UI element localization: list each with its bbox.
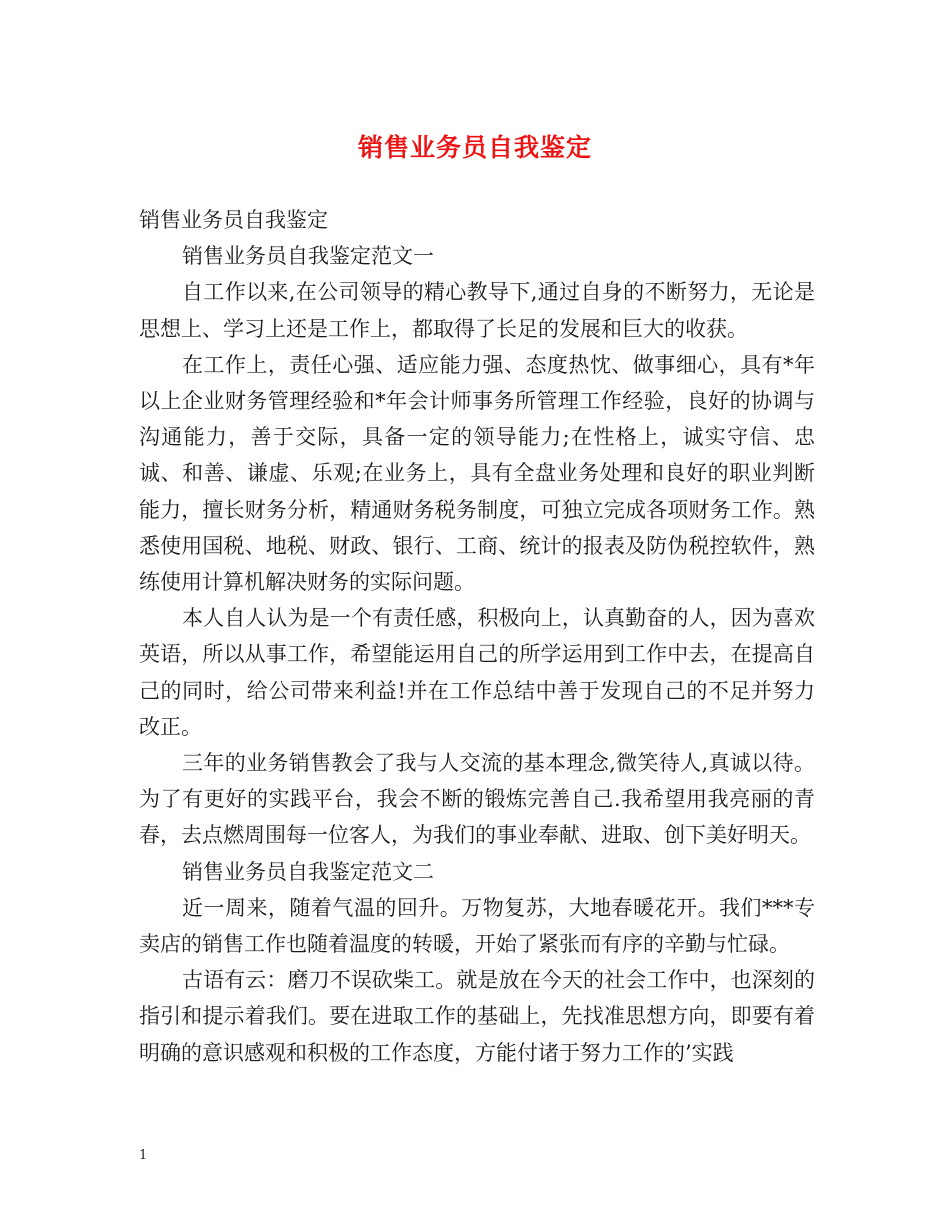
paragraph: 销售业务员自我鉴定 <box>139 208 328 232</box>
page-number: 1 <box>139 1148 148 1163</box>
document-title: 销售业务员自我鉴定 <box>357 133 592 162</box>
paragraph: 自工作以来,在公司领导的精心教导下,通过自身的不断努力，无论是思想上、学习上还是工作上，都取得了长足的发展和巨大的收获。 <box>139 280 815 341</box>
paragraph: 本人自人认为是一个有责任感，积极向上，认真勤奋的人，因为喜欢英语，所以从事工作，希望能运用自己的所学运用到工作中去，在提高自己的同时，给公司带来利益!并在工作总结中善于发现自己的不足并努力改正。 <box>139 606 815 739</box>
paragraph: 销售业务员自我鉴定范文一 <box>182 244 434 269</box>
paragraph: 近一周来，随着气温的回升。万物复苏，大地春暖花开。我们***专卖店的销售工作也随着温度的转暖，开始了紧张而有序的辛勤与忙碌。 <box>139 895 815 957</box>
paragraph: 三年的业务销售教会了我与人交流的基本理念,微笑待人,真诚以待。为了有更好的实践平台，我会不断的锻炼完善自己.我希望用我亮丽的青春，去点燃周围每一位客人，为我们的事业奉献、进取、创下美好明天。 <box>139 751 815 848</box>
paragraph: 在工作上，责任心强、适应能力强、态度热忱、做事细心，具有*年以上企业财务管理经验和*年会计师事务所管理工作经验，良好的协调与沟通能力，善于交际，具备一定的领导能力;在性格上，诚实守信、忠诚、和善、谦虚、乐观;在业务上，具有全盘业务处理和良好的职业判断能力，擅长财务分析，精通财务税务制度，可独立完成各项财务工作。熟悉使用国税、地税、财政、银行、工商、统计的报表及防伪税控软件，熟练使用计算机解决财务的实际问题。 <box>139 352 815 595</box>
document-body <box>139 202 815 1071</box>
paragraph: 销售业务员自我鉴定范文二 <box>182 859 434 884</box>
paragraph: 古语有云：磨刀不误砍柴工。就是放在今天的社会工作中，也深刻的指引和提示着我们。要在进取工作的基础上，先找准思想方向，即要有着明确的意识感观和积极的工作态度，方能付诸于努力工作的’实践 <box>139 968 815 1065</box>
